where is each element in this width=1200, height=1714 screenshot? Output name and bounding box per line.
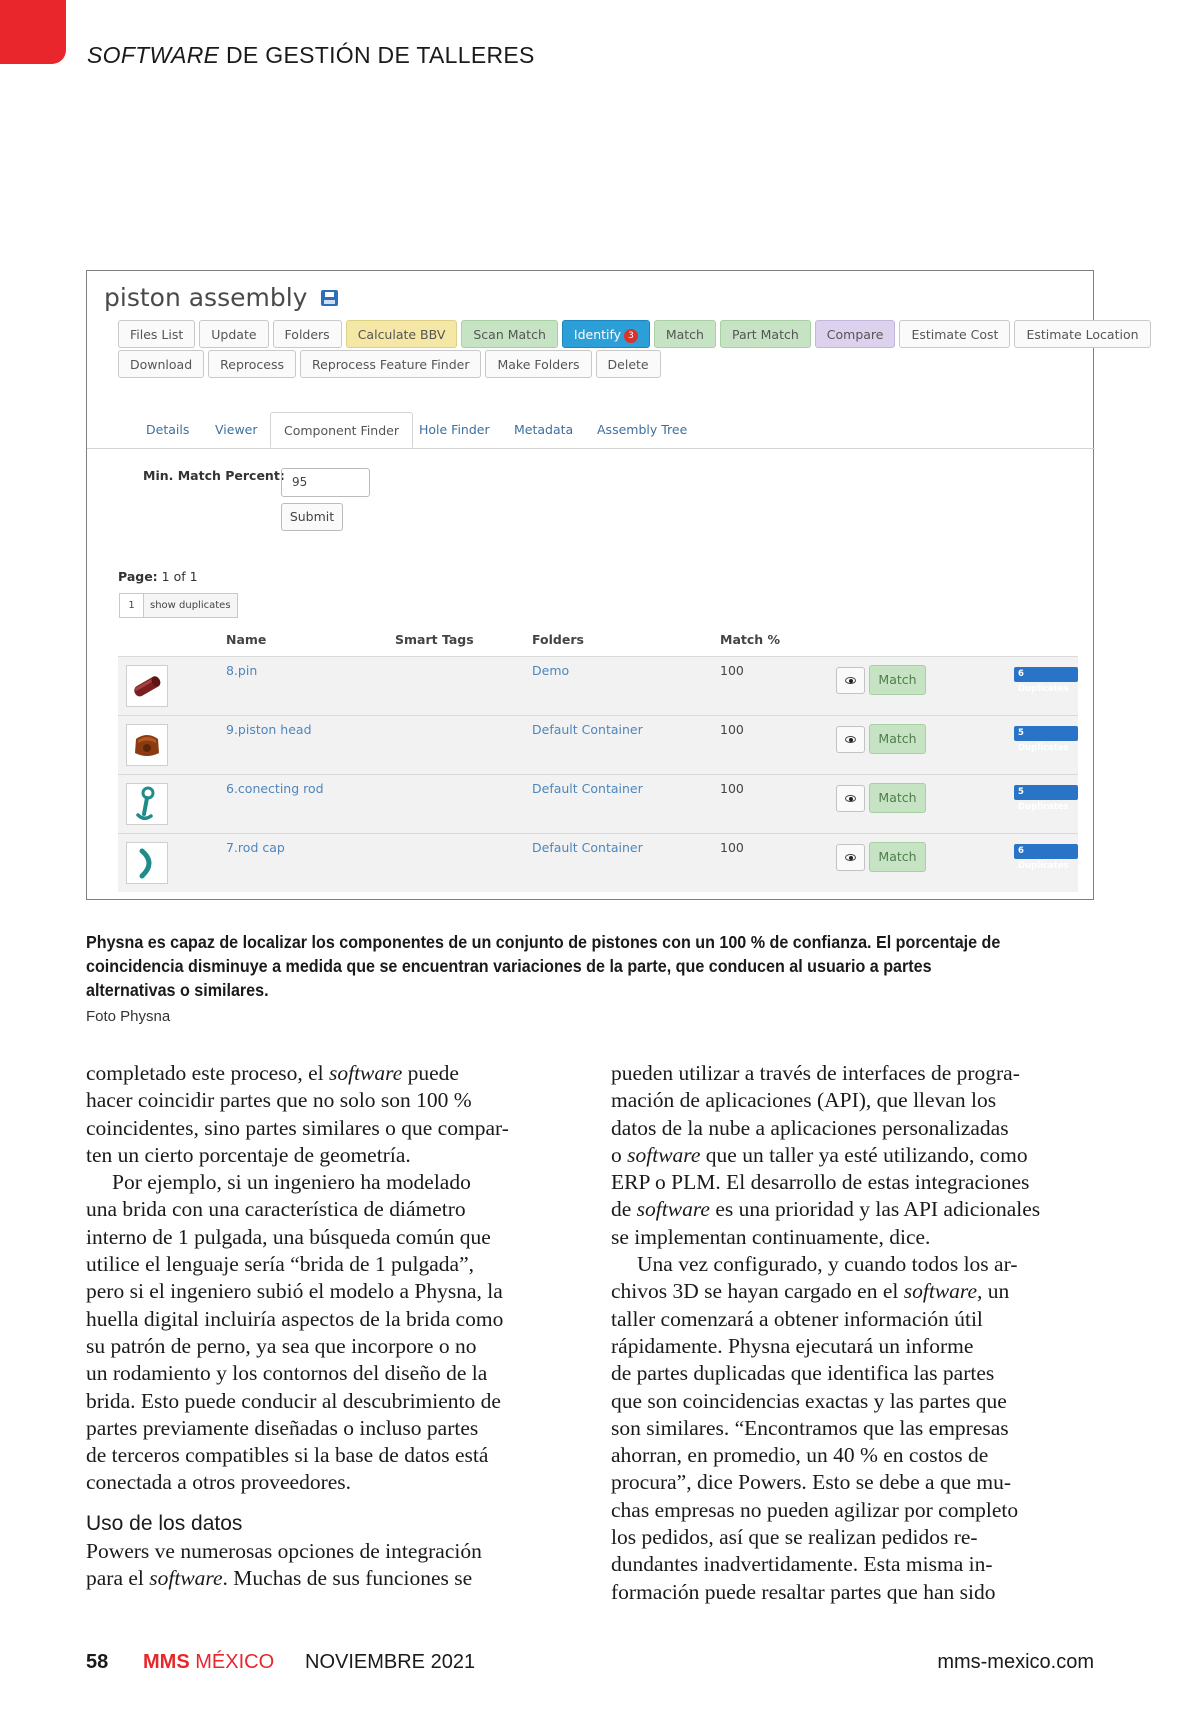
text-line: se implementan continuamente, dice. — [611, 1224, 931, 1249]
part-name-link[interactable]: 9.piston head — [226, 722, 312, 737]
view-eye-icon[interactable] — [836, 667, 865, 694]
save-icon[interactable] — [321, 290, 338, 306]
page-indicator: Page: 1 of 1 — [118, 569, 198, 584]
connecting-rod-thumbnail[interactable] — [126, 783, 168, 825]
text-line: datos de la nube a aplicaciones personalizadas — [611, 1115, 1009, 1140]
text-line: mación de aplicaciones (API), que llevan los — [611, 1088, 997, 1113]
text-line: chas empresas no pueden agilizar por completo — [611, 1497, 1019, 1522]
estimate-cost-button[interactable]: Estimate Cost — [899, 320, 1010, 348]
text-line: de terceros compatibles si la base de datos está — [86, 1443, 489, 1468]
calculate-bbv-button[interactable]: Calculate BBV — [346, 320, 458, 348]
reprocess-button[interactable]: Reprocess — [208, 350, 296, 378]
text-line: una brida con una característica de diámetro — [86, 1197, 466, 1222]
part-name-link[interactable]: 7.rod cap — [226, 840, 285, 855]
download-button[interactable]: Download — [118, 350, 204, 378]
duplicates-badge[interactable]: 5 Duplicates — [1014, 726, 1078, 741]
text-line: conectada a otros proveedores. — [86, 1470, 352, 1495]
part-name-link[interactable]: 6.conecting rod — [226, 781, 324, 796]
text-line: procura”, dice Powers. Esto se debe a que mu- — [611, 1470, 1011, 1495]
scan-match-button[interactable]: Scan Match — [461, 320, 558, 348]
duplicates-badge[interactable]: 6 Duplicates — [1014, 844, 1078, 859]
body-column-left — [86, 1060, 586, 1592]
table-row — [118, 774, 1078, 833]
toolbar-row-1 — [118, 320, 1151, 348]
folder-link[interactable]: Demo — [532, 663, 570, 678]
match-button[interactable]: Match — [869, 783, 926, 813]
tab-assembly-tree[interactable]: Assembly Tree — [597, 422, 688, 437]
view-eye-icon[interactable] — [836, 844, 865, 871]
page-number: 58 — [86, 1651, 109, 1673]
pager — [119, 593, 238, 618]
tab-metadata[interactable]: Metadata — [514, 422, 574, 437]
magazine-brand: MMS MÉXICO — [143, 1651, 275, 1673]
tab-viewer[interactable]: Viewer — [215, 422, 258, 437]
match-percent: 100 — [720, 781, 744, 796]
body-column-right — [611, 1060, 1111, 1606]
files-list-button[interactable]: Files List — [118, 320, 195, 348]
text-line: que son coincidencias exactas y las partes que — [611, 1388, 1007, 1413]
min-match-label: Min. Match Percent: — [143, 468, 285, 483]
text-line: dundantes inadvertidamente. Esta misma in- — [611, 1552, 993, 1577]
toolbar-row-2 — [118, 350, 661, 378]
text-line: partes previamente diseñadas o incluso partes — [86, 1415, 479, 1440]
text-line: taller comenzará a obtener información útil — [611, 1306, 983, 1331]
section-color-tab — [0, 0, 66, 64]
match-percent: 100 — [720, 722, 744, 737]
piston-head-thumbnail[interactable] — [126, 724, 168, 766]
text-line: ahorran, en promedio, un 40 % en costos de — [611, 1443, 989, 1468]
compare-button[interactable]: Compare — [815, 320, 896, 348]
identify-badge: 3 — [624, 329, 638, 343]
photo-credit: Foto Physna — [86, 1008, 171, 1025]
text-line: huella digital incluiría aspectos de la brida como — [86, 1306, 504, 1331]
table-row — [118, 715, 1078, 774]
text-line: pero si el ingeniero subió el modelo a Physna, la — [86, 1279, 503, 1304]
part-match-button[interactable]: Part Match — [720, 320, 811, 348]
page-number-button[interactable]: 1 — [119, 593, 144, 618]
assembly-title: piston assembly — [104, 283, 338, 312]
match-percent: 100 — [720, 840, 744, 855]
text-line: interno de 1 pulgada, una búsqueda común que — [86, 1224, 491, 1249]
update-button[interactable]: Update — [199, 320, 268, 348]
column-header-name: Name — [226, 632, 267, 647]
tab-hole-finder[interactable]: Hole Finder — [419, 422, 490, 437]
text-line: pueden utilizar a través de interfaces de progra- — [611, 1061, 1020, 1085]
show-duplicates-toggle[interactable]: show duplicates — [144, 593, 238, 618]
folder-link[interactable]: Default Container — [532, 722, 643, 737]
text-line: para el software. Muchas de sus funciones se — [86, 1566, 473, 1591]
reprocess-feature-finder-button[interactable]: Reprocess Feature Finder — [300, 350, 481, 378]
text-line: rápidamente. Physna ejecutará un informe — [611, 1333, 974, 1358]
issue-date: NOVIEMBRE 2021 — [305, 1651, 476, 1673]
match-button[interactable]: Match — [869, 665, 926, 695]
tab-details[interactable]: Details — [146, 422, 190, 437]
subheading: Uso de los datos — [86, 1511, 243, 1535]
min-match-input[interactable]: 95 — [281, 468, 370, 497]
physna-screenshot — [86, 270, 1139, 900]
text-line: su patrón de perno, ya sea que incorpore o no — [86, 1333, 477, 1358]
text-line: de partes duplicadas que identifica las partes — [611, 1361, 995, 1386]
text-line: ten un cierto porcentaje de geometría. — [86, 1142, 411, 1167]
text-line: los pedidos, así que se realizan pedidos re- — [611, 1525, 978, 1550]
part-name-link[interactable]: 8.pin — [226, 663, 258, 678]
text-line: Una vez configurado, y cuando todos los ar- — [637, 1252, 1018, 1277]
text-line: un rodamiento y los contornos del diseño de la — [86, 1361, 488, 1386]
make-folders-button[interactable]: Make Folders — [485, 350, 591, 378]
website-link[interactable]: mms-mexico.com — [937, 1651, 1094, 1673]
text-line: Por ejemplo, si un ingeniero ha modelado — [112, 1170, 471, 1195]
text-line: coincidentes, sino partes similares o que compar- — [86, 1115, 509, 1140]
column-header-smart-tags: Smart Tags — [395, 632, 474, 647]
text-line: son similares. “Encontramos que las empresas — [611, 1415, 1009, 1440]
text-line: completado este proceso, el software puede — [86, 1061, 459, 1085]
text-line: Powers ve numerosas opciones de integración — [86, 1538, 482, 1563]
pin-thumbnail[interactable] — [126, 665, 168, 707]
match-button[interactable]: Match — [869, 724, 926, 754]
rod-cap-thumbnail[interactable] — [126, 842, 168, 884]
view-eye-icon[interactable] — [836, 726, 865, 753]
section-header: SOFTWARE DE GESTIÓN DE TALLERES — [87, 42, 535, 68]
text-line: formación puede resaltar partes que han sido — [611, 1579, 996, 1604]
tab-bar — [87, 412, 1095, 449]
text-line: chivos 3D se hayan cargado en el software, un — [611, 1279, 1010, 1304]
duplicates-badge[interactable]: 5 Duplicates — [1014, 785, 1078, 800]
identify-button[interactable]: Identify 3 — [562, 320, 650, 348]
view-eye-icon[interactable] — [836, 785, 865, 812]
match-toolbar-button[interactable]: Match — [654, 320, 716, 348]
table-row — [118, 656, 1078, 715]
figure-caption: Physna es capaz de localizar los componentes de un conjunto de pistones con un 100 % de confianza. El porcentaje de coincidencia disminuye a medida que se encuentran variaciones de la parte, que conducen al usuario a partes alternativas o similares. — [86, 932, 1001, 1000]
text-line: hacer coincidir partes que no solo son 100 % — [86, 1088, 472, 1113]
text-line: brida. Esto puede conducir al descubrimiento de — [86, 1388, 501, 1413]
text-line: o software que un taller ya esté utilizando, como — [611, 1142, 1028, 1167]
tab-component-finder[interactable]: Component Finder — [270, 412, 413, 448]
column-header-match: Match % — [720, 632, 781, 647]
delete-button[interactable]: Delete — [596, 350, 661, 378]
estimate-location-button[interactable]: Estimate Location — [1014, 320, 1150, 348]
match-percent: 100 — [720, 663, 744, 678]
column-header-folders: Folders — [532, 632, 584, 647]
table-row — [118, 833, 1078, 892]
text-line: ERP o PLM. El desarrollo de estas integraciones — [611, 1170, 1030, 1195]
submit-button[interactable]: Submit — [281, 503, 343, 531]
match-button[interactable]: Match — [869, 842, 926, 872]
text-line: de software es una prioridad y las API adicionales — [611, 1197, 1041, 1222]
duplicates-badge[interactable]: 6 Duplicates — [1014, 667, 1078, 682]
folder-link[interactable]: Default Container — [532, 840, 643, 855]
folders-button[interactable]: Folders — [273, 320, 342, 348]
text-line: utilice el lenguaje sería “brida de 1 pulgada”, — [86, 1252, 475, 1277]
folder-link[interactable]: Default Container — [532, 781, 643, 796]
